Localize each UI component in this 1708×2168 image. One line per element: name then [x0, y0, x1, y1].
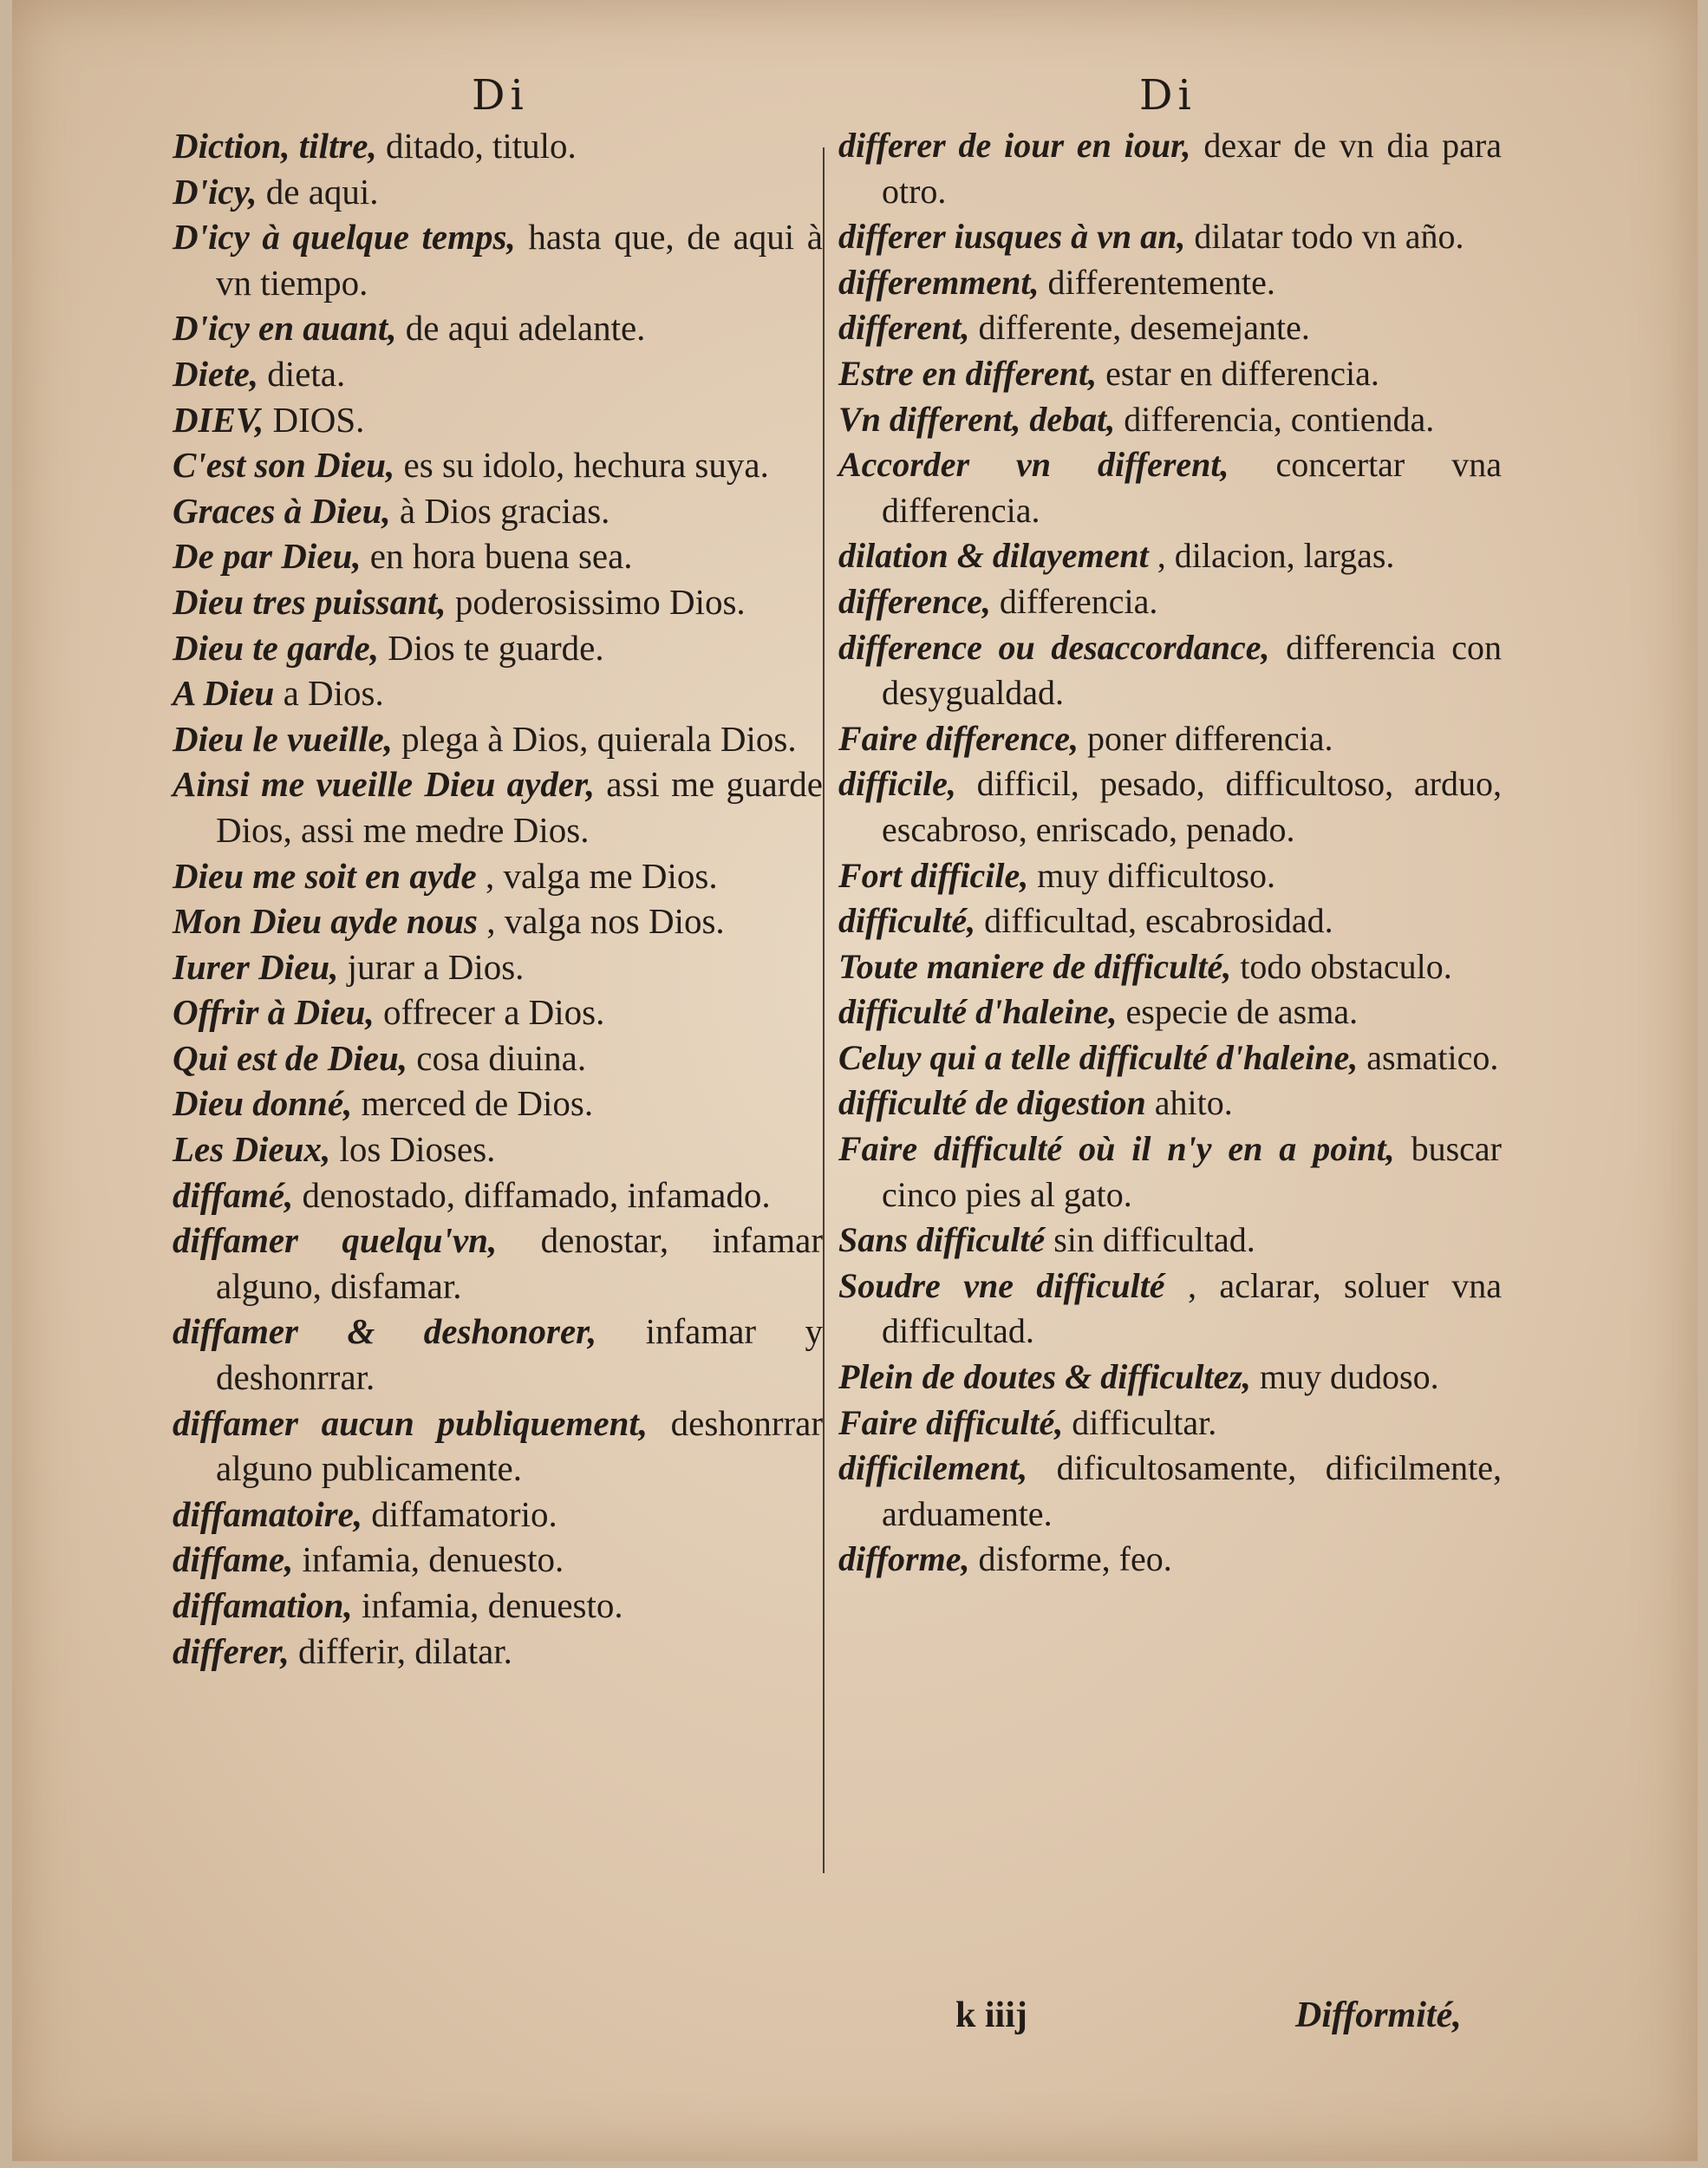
french-headword: difference, [838, 581, 991, 621]
french-headword: A Dieu [173, 673, 275, 714]
spanish-translation: concertar vna differencia. [882, 445, 1502, 530]
french-headword: Fort difficile, [838, 855, 1029, 895]
dictionary-page [12, 0, 1698, 2161]
running-head-left: Di [472, 71, 529, 120]
spanish-translation: de aqui. [257, 171, 379, 212]
french-headword: difference ou desaccordance, [838, 627, 1270, 667]
spanish-translation: sin difficultad. [1045, 1220, 1255, 1260]
dictionary-entry [838, 533, 1502, 579]
spanish-translation: differencia, contienda. [1115, 399, 1435, 439]
french-headword: Accorder vn different, [838, 445, 1229, 485]
dictionary-entry [173, 397, 823, 443]
spanish-translation: poderosissimo Dios. [446, 581, 746, 622]
spanish-translation: differencia. [990, 581, 1158, 621]
french-headword: Dieu le vueille, [173, 718, 393, 759]
spanish-translation: difficultad, escabrosidad. [975, 901, 1333, 941]
dictionary-entry [173, 351, 823, 397]
spanish-translation: estar en differencia. [1097, 353, 1379, 393]
french-headword: Vn different, debat, [838, 399, 1116, 439]
dictionary-entry [838, 853, 1502, 899]
spanish-translation: denostado, diffamado, infamado. [293, 1174, 771, 1215]
spanish-translation: differencia con desygualdad. [882, 627, 1502, 713]
spanish-translation: los Dioses. [330, 1129, 496, 1170]
french-headword: Sans difficulté [838, 1220, 1046, 1260]
spanish-translation: jurar a Dios. [338, 946, 525, 987]
french-headword: difficulté d'haleine, [838, 992, 1118, 1032]
dictionary-entry [838, 305, 1502, 351]
spanish-translation: todo obstaculo. [1231, 946, 1452, 986]
french-headword: difficulté, [838, 901, 976, 941]
dictionary-entry [173, 1583, 823, 1629]
dictionary-entry [173, 1492, 823, 1538]
dictionary-entry [838, 1401, 1502, 1446]
spanish-translation: diffamatorio. [362, 1493, 557, 1534]
dictionary-entry [173, 1537, 823, 1583]
spanish-translation: muy difficultoso. [1028, 855, 1276, 895]
french-headword: diffamer quelqu'vn, [173, 1220, 498, 1261]
french-headword: different, [838, 308, 970, 348]
french-headword: Celuy qui a telle difficulté d'haleine, [838, 1037, 1359, 1077]
french-headword: Faire difficulté où il n'y en a point, [838, 1129, 1395, 1169]
french-headword: Dieu me soit en ayde [173, 855, 477, 896]
dictionary-entry [838, 442, 1502, 533]
spanish-translation: cosa diuina. [407, 1037, 587, 1078]
spanish-translation: assi me guarde Dios, assi me medre Dios. [216, 764, 823, 850]
dictionary-entry [838, 214, 1502, 260]
spanish-translation: differir, dilatar. [289, 1630, 512, 1671]
spanish-translation: de aqui adelante. [396, 308, 646, 349]
left-column [173, 123, 823, 1674]
french-headword: Diete, [173, 353, 259, 394]
french-headword: DIEV, [173, 399, 264, 440]
dictionary-entry [838, 579, 1502, 625]
dictionary-entry [173, 1309, 823, 1400]
signature-mark: k iiij [955, 1995, 1027, 2035]
dictionary-entry [838, 1081, 1502, 1126]
dictionary-entry [838, 1264, 1502, 1355]
french-headword: Estre en different, [838, 353, 1098, 393]
dictionary-entry [173, 1035, 823, 1081]
spanish-translation: difficultar. [1063, 1402, 1217, 1442]
dictionary-entry [173, 579, 823, 625]
french-headword: differemment, [838, 262, 1040, 302]
french-headword: Faire difference, [838, 718, 1079, 758]
spanish-translation: , aclarar, soluer vna difficultad. [882, 1265, 1502, 1351]
french-headword: differer, [173, 1630, 290, 1671]
french-headword: Diction, tiltre, [173, 126, 377, 166]
dictionary-entry [838, 1355, 1502, 1401]
spanish-translation: ditado, titulo. [376, 126, 577, 166]
dictionary-entry [173, 1172, 823, 1218]
dictionary-entry [173, 944, 823, 990]
spanish-translation: dexar de vn dia para otro. [882, 126, 1502, 211]
dictionary-entry [173, 670, 823, 716]
spanish-translation: , dilacion, largas. [1148, 536, 1395, 576]
french-headword: diffame, [173, 1539, 294, 1580]
french-headword: Qui est de Dieu, [173, 1037, 408, 1078]
dictionary-entry [173, 1629, 823, 1675]
spanish-translation: à Dios gracias. [390, 490, 610, 531]
french-headword: Iurer Dieu, [173, 946, 339, 987]
dictionary-entry [838, 260, 1502, 306]
dictionary-entry [838, 761, 1502, 852]
french-headword: differer iusques à vn an, [838, 217, 1186, 257]
dictionary-entry [173, 533, 823, 579]
french-headword: difficilement, [838, 1448, 1028, 1488]
dictionary-entry [173, 1218, 823, 1309]
french-headword: diffamatoire, [173, 1493, 363, 1534]
french-headword: difficile, [838, 764, 956, 804]
dictionary-entry [173, 214, 823, 305]
french-headword: Toute maniere de difficulté, [838, 946, 1232, 986]
french-headword: difficulté de digestion [838, 1083, 1146, 1123]
spanish-translation: merced de Dios. [352, 1083, 594, 1124]
spanish-translation: Dios te guarde. [379, 627, 604, 668]
spanish-translation: buscar cinco pies al gato. [882, 1129, 1502, 1214]
french-headword: Ainsi me vueille Dieu ayder, [173, 764, 596, 805]
dictionary-entry [838, 989, 1502, 1035]
french-headword: Dieu donné, [173, 1083, 353, 1124]
spanish-translation: infamar y deshonrrar. [216, 1311, 824, 1398]
french-headword: C'est son Dieu, [173, 445, 395, 486]
french-headword: Dieu tres puissant, [173, 581, 447, 622]
dictionary-entry [838, 898, 1502, 944]
french-headword: dilation & dilayement [838, 536, 1149, 576]
dictionary-entry [173, 442, 823, 488]
spanish-translation: a Dios. [274, 673, 384, 714]
dictionary-entry [838, 1218, 1502, 1264]
spanish-translation: , valga me Dios. [476, 855, 718, 896]
dictionary-entry [173, 1126, 823, 1172]
spanish-translation: dilatar todo vn año. [1185, 217, 1464, 257]
dictionary-entry [838, 397, 1502, 443]
french-headword: diffamer & deshonorer, [173, 1311, 597, 1352]
french-headword: Graces à Dieu, [173, 490, 391, 531]
french-headword: D'icy à quelque temps, [173, 217, 516, 258]
spanish-translation: deshonrrar alguno publicamente. [216, 1402, 823, 1489]
french-headword: Offrir à Dieu, [173, 992, 375, 1033]
spanish-translation: poner differencia. [1078, 718, 1333, 758]
dictionary-entry [838, 1537, 1502, 1583]
french-headword: differer de iour en iour, [838, 126, 1191, 165]
spanish-translation: denostar, infamar alguno, disfamar. [216, 1220, 823, 1306]
spanish-translation: dieta. [258, 353, 346, 394]
dictionary-entry [838, 1035, 1502, 1081]
french-headword: Mon Dieu ayde nous [173, 901, 478, 942]
french-headword: D'icy, [173, 171, 258, 212]
spanish-translation: difficil, pesado, difficultoso, arduo, escabroso, enriscado, penado. [882, 764, 1502, 849]
spanish-translation: differentemente. [1039, 262, 1275, 302]
right-column [838, 123, 1502, 1583]
dictionary-entry [173, 989, 823, 1035]
french-headword: Plein de doutes & difficultez, [838, 1357, 1251, 1397]
dictionary-entry [838, 1446, 1502, 1537]
french-headword: Soudre vne difficulté [838, 1265, 1165, 1305]
spanish-translation: asmatico. [1358, 1037, 1499, 1077]
french-headword: diffamer aucun publiquement, [173, 1402, 649, 1443]
spanish-translation: differente, desemejante. [969, 308, 1310, 348]
french-headword: D'icy en auant, [173, 308, 397, 349]
dictionary-entry [838, 351, 1502, 397]
dictionary-entry [173, 761, 823, 852]
dictionary-entry [838, 716, 1502, 762]
dictionary-entry [173, 625, 823, 671]
column-rule [823, 147, 825, 1873]
spanish-translation: ahito. [1145, 1083, 1233, 1123]
spanish-translation: en hora buena sea. [361, 536, 633, 577]
spanish-translation: infamia, denuesto. [352, 1585, 623, 1625]
dictionary-entry [173, 1401, 823, 1492]
spanish-translation: especie de asma. [1117, 992, 1359, 1032]
dictionary-entry [838, 1126, 1502, 1218]
french-headword: Dieu te garde, [173, 627, 379, 668]
spanish-translation: DIOS. [264, 399, 365, 440]
french-headword: De par Dieu, [173, 536, 362, 577]
french-headword: diffamation, [173, 1585, 353, 1625]
dictionary-entry [173, 169, 823, 215]
dictionary-entry [838, 123, 1502, 214]
spanish-translation: es su idolo, hechura suya. [394, 445, 769, 486]
spanish-translation: muy dudoso. [1250, 1357, 1439, 1397]
spanish-translation: , valga nos Dios. [477, 901, 725, 942]
spanish-translation: dificultosamente, dificilmente, arduamente. [882, 1448, 1502, 1533]
dictionary-entry [838, 944, 1502, 990]
french-headword: diffamé, [173, 1174, 294, 1215]
dictionary-entry [173, 488, 823, 534]
spanish-translation: hasta que, de aqui à vn tiempo. [216, 217, 823, 303]
french-headword: Faire difficulté, [838, 1402, 1064, 1442]
dictionary-entry [838, 625, 1502, 716]
dictionary-entry [173, 1081, 823, 1126]
spanish-translation: disforme, feo. [969, 1539, 1172, 1579]
spanish-translation: plega à Dios, quierala Dios. [392, 718, 797, 759]
spanish-translation: offrecer a Dios. [374, 992, 605, 1033]
dictionary-entry [173, 123, 823, 169]
dictionary-entry [173, 305, 823, 351]
french-headword: difforme, [838, 1539, 970, 1579]
catchword: Difformité, [1295, 1995, 1462, 2035]
spanish-translation: infamia, denuesto. [293, 1539, 564, 1580]
dictionary-entry [173, 853, 823, 899]
dictionary-entry [173, 898, 823, 944]
dictionary-entry [173, 716, 823, 762]
running-head-right: Di [1139, 71, 1196, 120]
french-headword: Les Dieux, [173, 1129, 331, 1170]
